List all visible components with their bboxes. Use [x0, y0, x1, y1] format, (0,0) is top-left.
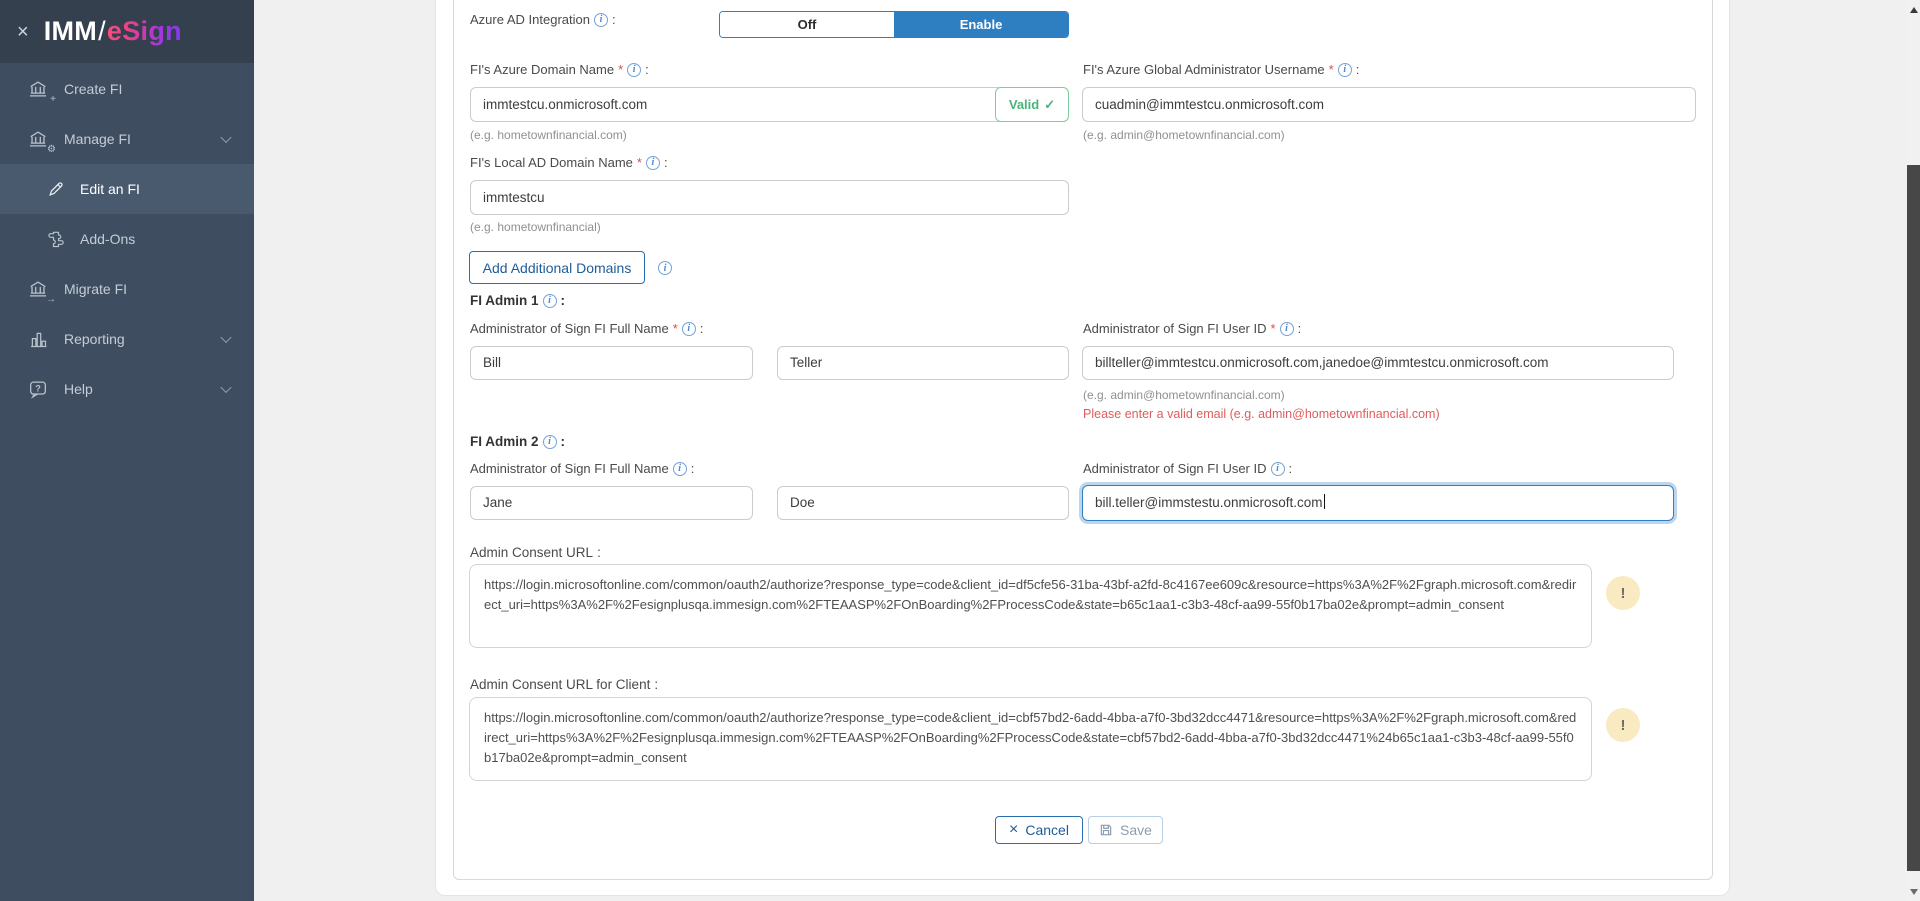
sidebar-item-reporting[interactable] [0, 314, 254, 364]
global-admin-label: FI's Azure Global Administrator Username * i : [1083, 62, 1360, 77]
bar-chart-icon [26, 327, 50, 351]
admin1-first-name-input[interactable]: Bill [470, 346, 753, 380]
info-icon[interactable]: i [682, 322, 696, 336]
admin2-first-name-input[interactable]: Jane [470, 486, 753, 520]
admin1-last-name-input[interactable]: Teller [777, 346, 1069, 380]
global-admin-hint: (e.g. admin@hometownfinancial.com) [1083, 128, 1285, 142]
text-cursor [1324, 494, 1325, 509]
toggle-enable-option[interactable]: Enable [894, 12, 1068, 37]
warning-badge: ! [1606, 708, 1640, 742]
consent-url-client-textarea[interactable]: https://login.microsoftonline.com/common/oauth2/authorize?response_type=code&client_id=cbf57bd2-6add-4bba-a7f0-3bd32dcc4471&resource=https%3A%2F%2Fgraph.microsoft.com&redirect_uri=https%3A%2F%2Fesignplusqa.immesign.com%2FTEAASP%2FOnBoarding%2FProcessCode&state=cbf57bd2-6add-4bba-a7f0-3bd32dcc4471%24b65c1aa1-c3b3-48cf-aa99-55f0b17ba02e&prompt=admin_consent [469, 697, 1592, 781]
info-icon[interactable]: i [658, 261, 672, 275]
chevron-down-icon[interactable] [220, 132, 231, 143]
sidebar-item-add-ons[interactable] [0, 214, 254, 264]
fi-admin2-heading: FI Admin 2 i : [470, 434, 566, 449]
info-icon[interactable]: i [673, 462, 687, 476]
bank-plus-icon: + [26, 77, 50, 101]
admin1-fullname-label: Administrator of Sign FI Full Name * i : [470, 321, 704, 336]
sidebar-item-label: Add-Ons [80, 231, 136, 247]
sidebar [0, 0, 254, 901]
scrollbar-thumb[interactable] [1907, 165, 1920, 871]
fi-admin1-heading: FI Admin 1 i : [470, 293, 566, 308]
sidebar-item-create-fi[interactable] [0, 64, 254, 114]
sidebar-item-label: Help [64, 381, 93, 397]
sidebar-menu [0, 64, 254, 414]
bank-gear-icon: ⚙ [26, 127, 50, 151]
sidebar-item-migrate-fi[interactable] [0, 264, 254, 314]
save-button[interactable]: Save [1088, 816, 1163, 844]
sidebar-item-label: Migrate FI [64, 281, 128, 297]
help-bubble-icon [26, 377, 50, 401]
admin2-userid-label: Administrator of Sign FI User ID i : [1083, 461, 1293, 476]
info-icon[interactable]: i [543, 435, 557, 449]
chevron-down-icon[interactable] [220, 332, 231, 343]
valid-badge: Valid ✓ [995, 87, 1069, 122]
sidebar-item-label: Reporting [64, 331, 125, 347]
info-icon[interactable]: i [627, 63, 641, 77]
consent-url-textarea[interactable]: https://login.microsoftonline.com/common/oauth2/authorize?response_type=code&client_id=df5cfe56-31ba-43bf-a2fd-8c4167ee609c&resource=https%3A%2F%2Fgraph.microsoft.com&redirect_uri=https%3A%2F%2Fesignplusqa.immesign.com%2FTEAASP%2FOnBoarding%2FProcessCode&state=b65c1aa1-c3b3-48cf-aa99-55f0b17ba02e&prompt=admin_consent [469, 564, 1592, 648]
sidebar-close-icon[interactable]: × [17, 20, 29, 43]
pencil-icon [44, 177, 68, 201]
admin1-userid-error: Please enter a valid email (e.g. admin@hometownfinancial.com) [1083, 407, 1440, 421]
azure-ad-toggle[interactable] [719, 11, 1069, 38]
global-admin-input[interactable]: cuadmin@immtestcu.onmicrosoft.com [1082, 87, 1696, 122]
sidebar-item-label: Manage FI [64, 131, 131, 147]
scrollbar-down-arrow-icon[interactable] [1910, 889, 1918, 899]
admin2-userid-input[interactable]: bill.teller@immstestu.onmicrosoft.com [1082, 485, 1674, 521]
admin2-fullname-label: Administrator of Sign FI Full Name i : [470, 461, 695, 476]
sidebar-item-label: Edit an FI [80, 181, 140, 197]
consent-url-client-label: Admin Consent URL for Client : [470, 677, 659, 692]
save-disk-icon [1099, 823, 1113, 837]
info-icon[interactable]: i [1338, 63, 1352, 77]
sidebar-item-edit-an-fi[interactable] [0, 164, 254, 214]
local-domain-hint: (e.g. hometownfinancial) [470, 220, 601, 234]
check-icon: ✓ [1044, 97, 1056, 112]
azure-ad-integration-label: Azure AD Integration i : [470, 12, 616, 27]
app-logo: IMM/eSign [43, 16, 182, 46]
scrollbar-up-arrow-icon[interactable] [1910, 3, 1918, 13]
admin1-userid-input[interactable]: billteller@immtestcu.onmicrosoft.com,janedoe@immtestcu.onmicrosoft.com [1082, 346, 1674, 380]
svg-text:?: ? [35, 383, 41, 394]
sidebar-item-label: Create FI [64, 81, 123, 97]
toggle-off-option[interactable]: Off [720, 12, 894, 37]
info-icon[interactable]: i [646, 156, 660, 170]
consent-url-label: Admin Consent URL : [470, 545, 601, 560]
admin2-last-name-input[interactable]: Doe [777, 486, 1069, 520]
admin1-userid-hint: (e.g. admin@hometownfinancial.com) [1083, 388, 1285, 402]
close-icon: × [1009, 821, 1019, 838]
warning-badge: ! [1606, 576, 1640, 610]
info-icon[interactable]: i [543, 294, 557, 308]
sidebar-item-help[interactable] [0, 364, 254, 414]
info-icon[interactable]: i [1280, 322, 1294, 336]
info-icon[interactable]: i [594, 13, 608, 27]
azure-domain-input[interactable]: immtestcu.onmicrosoft.com Valid ✓ [470, 87, 1069, 122]
local-domain-input[interactable]: immtestcu [470, 180, 1069, 215]
puzzle-icon [44, 227, 68, 251]
info-icon[interactable]: i [1271, 462, 1285, 476]
bank-arrow-icon: → [26, 277, 50, 301]
sidebar-item-manage-fi[interactable] [0, 114, 254, 164]
azure-domain-hint: (e.g. hometownfinancial.com) [470, 128, 627, 142]
cancel-button[interactable]: × Cancel [995, 816, 1083, 844]
chevron-down-icon[interactable] [220, 382, 231, 393]
add-additional-domains-button[interactable]: Add Additional Domains [469, 251, 645, 284]
local-domain-label: FI's Local AD Domain Name * i : [470, 155, 668, 170]
sidebar-logo-band [0, 0, 254, 63]
admin1-userid-label: Administrator of Sign FI User ID * i : [1083, 321, 1302, 336]
azure-domain-label: FI's Azure Domain Name * i : [470, 62, 649, 77]
